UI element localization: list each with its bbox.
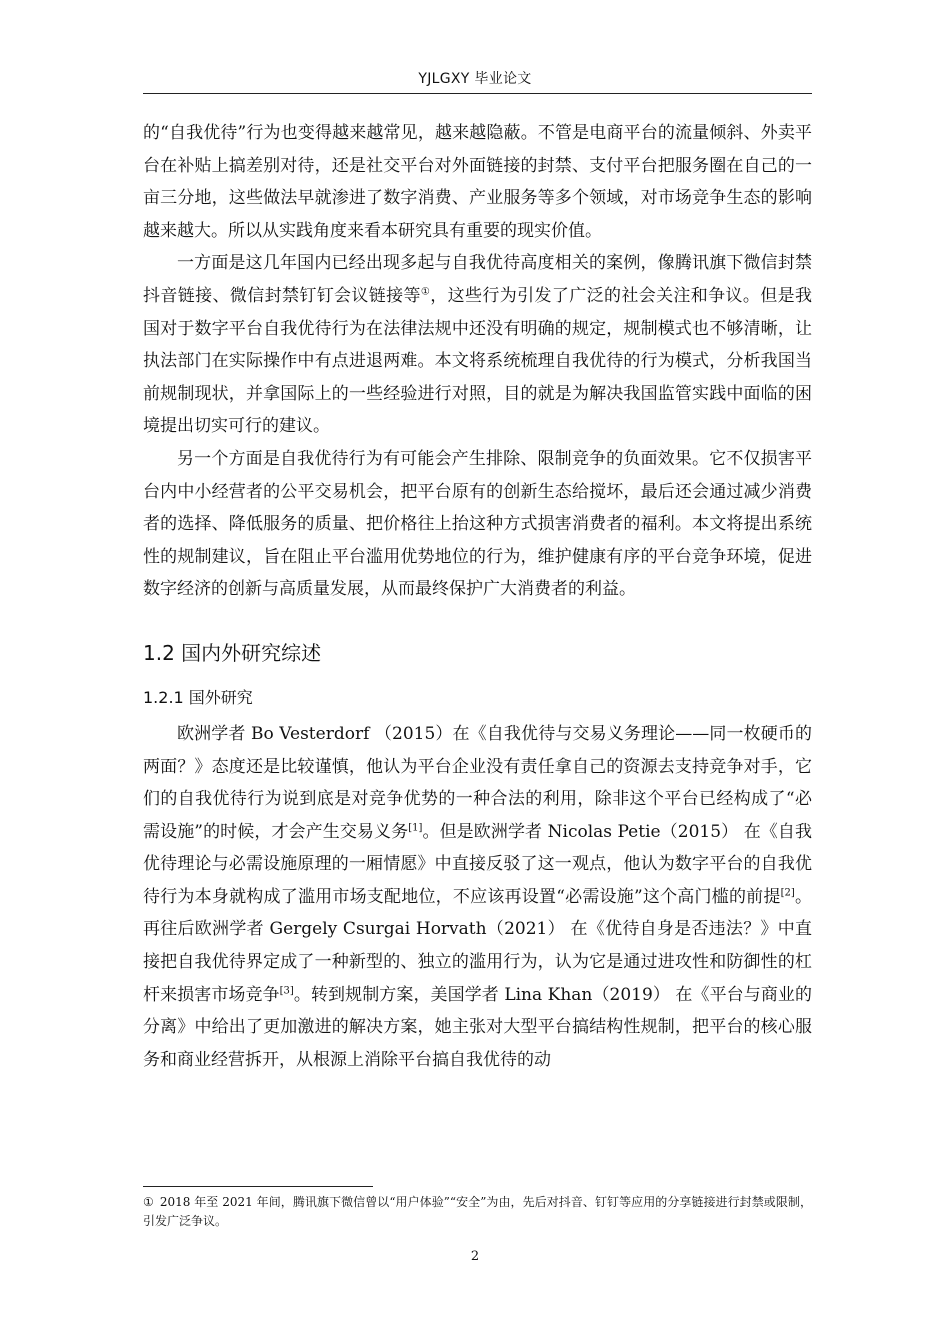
section-heading: 1.2 国内外研究综述	[143, 640, 322, 665]
citation-3[interactable]: [3]	[279, 985, 294, 996]
paragraph-effects: 另一个方面是自我优待行为有可能会产生排除、限制竞争的负面效果。它不仅损害平台内中小经营者的公平交易机会，把平台原有的创新生态给搅坏，最后还会通过减少消费者的选择、降低服务的质量、把价格往上抬这种方式损害消费者的福利。本文将提出系统性的规制建议，旨在阻止平台滥用优势地位的行为，维护健康有序的平台竞争环境，促进数字经济的创新与高质量发展，从而最终保护广大消费者的利益。	[143, 448, 812, 600]
citation-2[interactable]: [2]	[780, 887, 795, 899]
foreign-research-text-1: 欧洲学者 Bo Vesterdorf （2015）在《自我优待与交易义务理论——同一枚硬币的两面？》态度还是比较谨慎，他认为平台企业没有责任拿自己的资源去支持竞争对手，它们的自我优待行为说到底是对竞争优势的一种合法的利用，除非这个平台已经构成了“必需设施”的时候，才会产生交易义务	[143, 723, 812, 842]
page-body	[143, 117, 812, 1076]
paragraph-cases-text-1: 一方面是这几年国内已经出现多起与自我优待高度相关的案例，像腾讯旗下微信封禁抖音链接、微信封禁钉钉会议链接等	[143, 253, 812, 306]
page-number: 2	[470, 1249, 480, 1264]
citation-1[interactable]: [1]	[408, 822, 423, 834]
footnote-reference[interactable]: ①	[420, 286, 431, 298]
page-header-title: YJLGXY 毕业论文	[418, 71, 532, 87]
paragraph-continued: 的“自我优待”行为也变得越来越常见，越来越隐蔽。不管是电商平台的流量倾斜、外卖平台在补贴上搞差别对待，还是社交平台对外面链接的封禁、支付平台把服务圈在自己的一亩三分地，这些做法早就渗进了数字消费、产业服务等多个领域，对市场竞争生态的影响越来越大。所以从实践角度来看本研究具有重要的现实价值。	[143, 123, 812, 241]
footnote-mark: ①	[143, 1195, 154, 1209]
paragraph-foreign-research	[143, 718, 812, 1077]
foreign-research-text-4: 。转到规制方案，美国学者 Lina Khan（2019） 在《平台与商业的分离》中给出了更加激进的解决方案，她主张对大型平台搞结构性规制，把平台的核心服务和商业经营拆开，从根源上消除平台搞自我优待的动	[143, 984, 812, 1070]
footnote	[143, 1193, 812, 1231]
footnote-separator	[143, 1186, 373, 1187]
paragraph-cases-text-2: ，这些行为引发了广泛的社会关注和争议。但是我国对于数字平台自我优待行为在法律法规中还没有明确的规定，规制模式也不够清晰，让执法部门在实际操作中有点进退两难。本文将系统梳理自我优待的行为模式，分析我国当前规制现状，并拿国际上的一些经验进行对照，目的就是为解决我国监管实践中面临的困境提出切实可行的建议。	[143, 285, 813, 437]
header-divider	[143, 93, 812, 94]
subsection-heading: 1.2.1 国外研究	[143, 687, 253, 707]
foreign-research-text-2: 。但是欧洲学者 Nicolas Petie（2015） 在《自我优待理论与必需设施原理的一厢情愿》中直接反驳了这一观点，他认为数字平台的自我优待行为本身就构成了滥用市场支配地位，不应该再设置“必需设施”这个高门槛的前提	[143, 821, 812, 907]
footnote-text: 2018 年至 2021 年间，腾讯旗下微信曾以“用户体验”“安全”为由，先后对抖音、钉钉等应用的分享链接进行封禁或限制，引发广泛争议。	[143, 1195, 812, 1228]
paragraph-cases	[143, 247, 812, 443]
foreign-research-text-3: 。再往后欧洲学者 Gergely Csurgai Horvath（2021） 在《优待自身是否违法？》中直接把自我优待界定成了一种新型的、独立的滥用行为，认为它是通过进攻性和防御性的杠杆来损害市场竞争	[143, 886, 812, 1005]
